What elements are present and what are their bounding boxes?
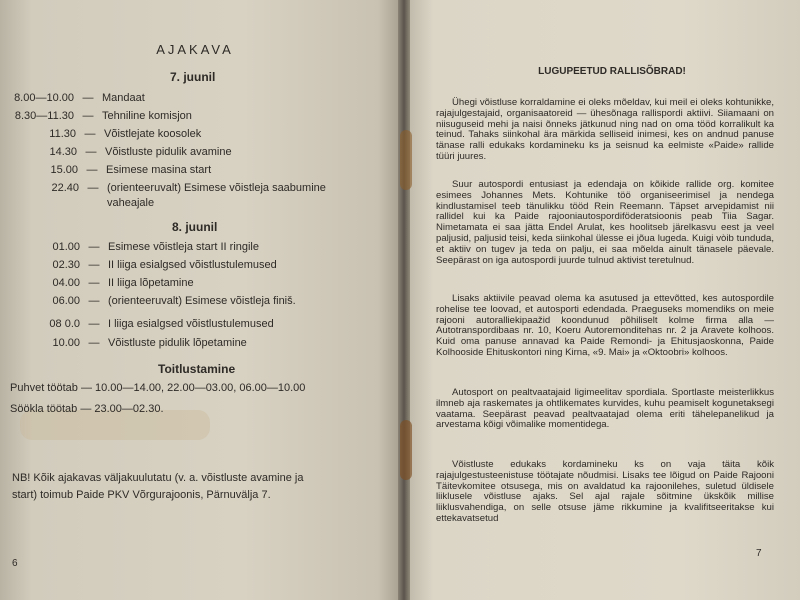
right-page — [406, 0, 800, 600]
letter-title: LUGUPEETUD RALLISÕBRAD! — [538, 66, 686, 77]
schedule-row: 04.00 — II liiga lõpetamine — [52, 277, 194, 289]
paragraph: Autosport on pealtvaatajaid ligimeelitav spordiala. Sportlaste meisterlikkus ilmneb aja raskemates ja ohtlikemates kurvides, kuhu peamiselt kogunetaksegi vaatama. Seepärast peavad pealtvaatajad olema eriti tähelepanelikud ja arvestama kõigi võimalike momentidega. — [436, 387, 774, 431]
schedule-row: 15.00 — Esimese masina start — [50, 164, 212, 176]
paragraph: Lisaks aktiivile peavad olema ka asutused ja ettevõtted, kes autospordile rohelise tee loovad, et autosporti edendada. Praeguseks momendiks on meie rajooni autoralliekipaažid koondunud põhiliselt kolme firma alla — Autotranspordibaas nr. 10, Koeru Autoremonditehas nr. 2 ja Aravete kolhoos. Kuid oma panuse annavad ka Paide Remondi- ja Ehitusjaoskonna, Paide Kolhooside Ehituskontori ning Kirna, «9. Mai» ja «Oktoobri» kolhoos. — [436, 293, 774, 358]
paragraph: Ühegi võistluse korraldamine ei oleks mõeldav, kui meil ei oleks kohtunikke, rajajulgestajaid, organisaatoreid — ühesõnaga rallispordi aktiivi. Siiamaani on niisuguseid mehi ja naisi õnneks jätkunud ning nad on oma tööd korralikult ka teinud. Tahaks siinkohal ära märkida selliseid inimesi, kes on andnud panuse tänase ralli edukaks kordamineku ks ja seisnud ka eelmiste «Paide» rallide tüüri juures. — [436, 97, 774, 162]
paragraph: Võistluste edukaks kordamineku ks on vaja täita kõik rajajulgestusteenistuse töötajate nõudmisi. Lisaks tee lõigud on Paide Rajooni Täitevkomitee otsusega, mis on avaldatud ka rajoonilehes, suletud üldisele liiklusele võistluse ajaks. Sel ajal rajale sõitmine ükskõik millise liiklusvahendiga, on selle otsuse jäme rikkumine ja kvalifitseeritakse kui ettekavatsetud — [436, 459, 774, 524]
schedule-row: 01.00 — Esimese võistleja start II ringile — [52, 241, 259, 253]
rust-stain — [400, 130, 412, 190]
schedule-row-continuation: vaheajale — [107, 197, 155, 209]
catering-heading: Toitlustamine — [158, 362, 236, 376]
schedule-row: 06.00 — (orienteeruvalt) Esimese võistleja finiš. — [52, 295, 296, 307]
day-heading-1: 7. juunil — [170, 70, 216, 84]
schedule-row: 08 0.0 — I liiga esialgsed võistlustulemused — [49, 318, 274, 330]
book-gutter — [398, 0, 410, 600]
rust-stain — [400, 420, 412, 480]
schedule-row: 8.30—11.30 — Tehniline komisjon — [14, 110, 192, 122]
schedule-row: 8.00—10.00 — Mandaat — [14, 92, 145, 104]
schedule-title: AJAKAVA — [156, 42, 234, 57]
schedule-row: 10.00 — Võistluste pidulik lõpetamine — [52, 337, 247, 349]
venue-note: NB! Kõik ajakavas väljakuulutatu (v. a. võistluste avamine ja start) toimub Paide PKV Võrgurajoonis, Pärnuvälja 7. — [12, 472, 304, 501]
page-number: 6 — [12, 558, 18, 569]
paragraph: Suur autospordi entusiast ja edendaja on kõikide rallide org. komitee esimees Johannes Mets. Kohtunike töö organiseerimisel ja nendega kindlustamisel teeb tänulikku tööd Rein Reemann. Täpset arvepidamist nii rallidel kui ka Paide rajooniautospordiföderatsioonis peab Tiia Sagar. Nimetamata ei saa jätta Endel Arulat, kes hoolitseb järelkasvu eest ja veel paljusid, paljusid teisi, keda siinkohal ülesse ei jõua lugeda. Kuigi vòib tunduda, et aktiiv on tugev ja teda on palju, ei saa mõelda ainult tänasele päevale. Seepärast on iga autospordi juurde tulnud aktivist teretulnud. — [436, 179, 774, 266]
catering-row: Söökla töötab — 23.00—02.30. — [10, 403, 164, 415]
day-heading-2: 8. juunil — [172, 220, 218, 234]
schedule-row: 14.30 — Võistluste pidulik avamine — [49, 146, 232, 158]
schedule-row: 22.40 — (orienteeruvalt) Esimese võistleja saabumine — [51, 182, 326, 194]
page-number: 7 — [756, 548, 762, 559]
catering-row: Puhvet töötab — 10.00—14.00, 22.00—03.00, 06.00—10.00 — [10, 382, 306, 394]
schedule-row: 02.30 — II liiga esialgsed võistlustulemused — [52, 259, 277, 271]
schedule-row: 11.30 — Võistlejate koosolek — [49, 128, 202, 140]
